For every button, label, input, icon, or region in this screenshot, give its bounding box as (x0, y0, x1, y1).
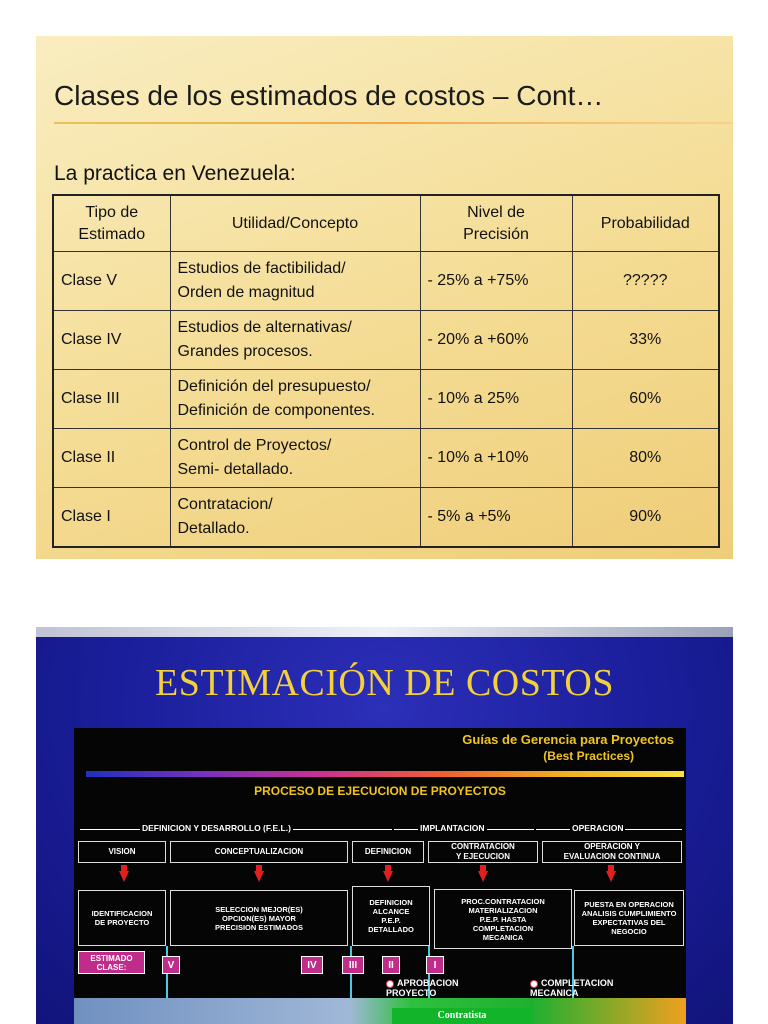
cell-utilidad (170, 370, 420, 429)
arrow-down-icon (606, 871, 616, 882)
title-underline (54, 122, 733, 124)
cell-precision: - 20% a +60% (420, 311, 572, 370)
cell-precision: - 10% a +10% (420, 429, 572, 488)
class-badge-ii: II (382, 956, 400, 974)
contractor-label: Contratista (392, 1008, 532, 1024)
slide-cost-estimate-classes (36, 36, 733, 559)
milestone-dot-icon (530, 980, 538, 988)
utilidad-line: Semi- detallado. (177, 461, 294, 478)
cell-probabilidad: 33% (572, 311, 719, 370)
cell-utilidad (170, 488, 420, 548)
cell-probabilidad: 80% (572, 429, 719, 488)
cost-curve-area (74, 998, 686, 1024)
desc-vision (78, 890, 166, 946)
desc-label: SELECCION MEJOR(ES) OPCION(ES) MAYOR PRECISION ESTIMADOS (215, 904, 303, 932)
stage-label: CONTRATACION Y EJECUCION (451, 842, 515, 861)
cell-utilidad (170, 429, 420, 488)
cell-probabilidad: 90% (572, 488, 719, 548)
class-badge-iii: III (342, 956, 364, 974)
table-row (53, 252, 719, 311)
slide-title: Clases de los estimados de costos – Cont… (54, 80, 604, 111)
desc-operacion (574, 890, 684, 946)
cell-probabilidad: 60% (572, 370, 719, 429)
utilidad-line: Definición de componentes. (177, 402, 375, 419)
stage-label: OPERACION Y EVALUACION CONTINUA (563, 842, 661, 861)
slide-title: ESTIMACIÓN DE COSTOS (154, 662, 614, 704)
table-row (53, 488, 719, 548)
table-row (53, 429, 719, 488)
stage-label: CONCEPTUALIZACION (214, 847, 304, 856)
utilidad-line: Definición del presupuesto/ (177, 378, 371, 395)
class-badge-i: I (426, 956, 444, 974)
process-diagram (74, 728, 686, 1024)
milestone-label: APROBACION PROYECTO (386, 978, 459, 998)
slide-top-bar (36, 627, 733, 637)
gradient-bar (86, 771, 684, 777)
estimado-clase-text: ESTIMADO CLASE: (90, 953, 133, 972)
stage-label: DEFINICION (364, 847, 412, 856)
slide-cost-estimation-process (36, 627, 733, 1024)
slide-subtitle: La practica en Venezuela: (54, 162, 296, 185)
desc-label: PUESTA EN OPERACION ANALISIS CUMPLIMIENTO EXPECTATIVAS DEL NEGOCIO (581, 900, 677, 936)
desc-label: DEFINICION ALCANCE P.E.P. DETALLADO (368, 898, 414, 934)
header-precision: Nivel de Precisión (420, 195, 572, 252)
cell-precision: - 5% a +5% (420, 488, 572, 548)
utilidad-line: Estudios de alternativas/ (177, 319, 352, 336)
class-badge-v: V (162, 956, 180, 974)
cell-clase: Clase V (53, 252, 170, 311)
desc-label: PROC.CONTRATACION MATERIALIZACION P.E.P. HASTA COMPLETACION MECANICA (461, 896, 545, 942)
cell-probabilidad: ????? (572, 252, 719, 311)
phase-label-fel: DEFINICION Y DESARROLLO (F.E.L.) (142, 823, 291, 833)
table-row (53, 311, 719, 370)
desc-conceptualizacion (170, 890, 348, 946)
header-utilidad: Utilidad/Concepto (170, 195, 420, 252)
utilidad-line: Grandes procesos. (177, 343, 313, 360)
utilidad-line: Control de Proyectos/ (177, 437, 332, 454)
stage-conceptualizacion (170, 841, 348, 863)
arrow-down-icon (478, 871, 488, 882)
estimate-classes-table (52, 194, 720, 548)
stage-contratacion (428, 841, 538, 863)
stage-operacion (542, 841, 682, 863)
cell-utilidad (170, 252, 420, 311)
arrow-down-icon (254, 871, 264, 882)
table-header-row (53, 195, 719, 252)
cell-clase: Clase II (53, 429, 170, 488)
phase-label-operacion: OPERACION (572, 823, 624, 833)
arrow-down-icon (119, 871, 129, 882)
stage-definicion (352, 841, 424, 863)
cell-precision: - 25% a +75% (420, 252, 572, 311)
stage-vision (78, 841, 166, 863)
cell-clase: Clase IV (53, 311, 170, 370)
milestone-completacion (530, 978, 613, 998)
utilidad-line: Contratacion/ (177, 496, 273, 513)
header-probabilidad: Probabilidad (572, 195, 719, 252)
utilidad-line: Estudios de factibilidad/ (177, 260, 346, 277)
milestone-dot-icon (386, 980, 394, 988)
header-tipo: Tipo de Estimado (53, 195, 170, 252)
cell-clase: Clase I (53, 488, 170, 548)
guide-title: Guías de Gerencia para Proyectos (462, 732, 674, 747)
cell-clase: Clase III (53, 370, 170, 429)
cell-utilidad (170, 311, 420, 370)
cell-precision: - 10% a 25% (420, 370, 572, 429)
estimado-clase-label (78, 951, 145, 974)
desc-label: IDENTIFICACION DE PROYECTO (91, 909, 153, 927)
table-row (53, 370, 719, 429)
milestone-label: COMPLETACION MECANICA (530, 978, 614, 998)
class-badge-iv: IV (301, 956, 323, 974)
phase-label-implantacion: IMPLANTACION (420, 823, 485, 833)
utilidad-line: Detallado. (177, 520, 250, 537)
guide-subtitle: (Best Practices) (543, 749, 634, 763)
milestone-aprobacion (386, 978, 459, 998)
desc-definicion (352, 886, 430, 946)
utilidad-line: Orden de magnitud (177, 284, 315, 301)
desc-contratacion (434, 889, 572, 949)
stage-label: VISION (108, 847, 136, 856)
process-title: PROCESO DE EJECUCION DE PROYECTOS (254, 784, 506, 798)
arrow-down-icon (383, 871, 393, 882)
